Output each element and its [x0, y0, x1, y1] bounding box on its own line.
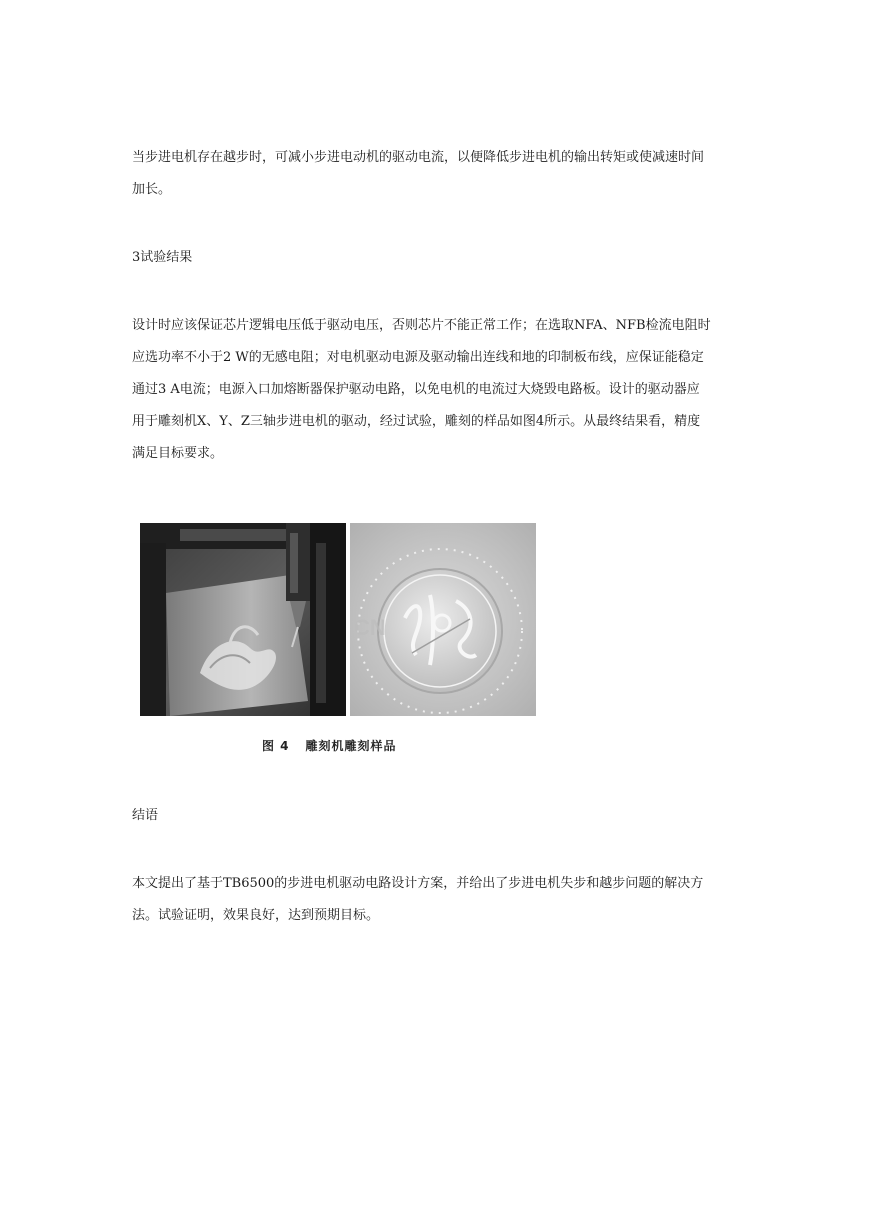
paragraph-line: 用于雕刻机X、Y、Z三轴步进电机的驱动，经过试验，雕刻的样品如图4所示。从最终结果看，精度 — [132, 414, 701, 429]
figure-title: 雕刻机雕刻样品 — [305, 739, 397, 753]
engraved-seal-photo — [350, 523, 536, 716]
figure-label: 图 4 — [262, 739, 290, 753]
watermark-text: CN — [354, 615, 386, 640]
paragraph-line: 满足目标要求。 — [132, 446, 224, 461]
figure-caption — [262, 737, 397, 754]
paragraph-line: 当步进电机存在越步时，可减小步进电动机的驱动电流，以便降低步进电机的输出转矩或使减速时间 — [132, 150, 705, 165]
section-heading-test-results: 3试验结果 — [132, 250, 193, 265]
paragraph-line: 法。试验证明，效果良好，达到预期目标。 — [132, 908, 380, 923]
section-heading-conclusion: 结语 — [132, 808, 159, 823]
figure-engraving-samples — [140, 523, 536, 716]
paragraph-line: 设计时应该保证芯片逻辑电压低于驱动电压，否则芯片不能正常工作；在选取NFA、NFB检流电阻时 — [132, 318, 711, 333]
paragraph-test-results — [132, 310, 752, 470]
paragraph-line: 通过3 A电流；电源入口加熔断器保护驱动电路，以免电机的电流过大烧毁电路板。设计的驱动器应 — [132, 382, 700, 397]
paragraph-overstep — [132, 142, 752, 206]
paragraph-conclusion — [132, 868, 752, 932]
paragraph-line: 本文提出了基于TB6500的步进电机驱动电路设计方案，并给出了步进电机失步和越步问题的解决方 — [132, 876, 704, 891]
engraving-machine-photo — [140, 523, 346, 716]
paragraph-line: 应选功率不小于2 W的无感电阻；对电机驱动电源及驱动输出连线和地的印制板布线，应保证能稳定 — [132, 350, 704, 365]
paragraph-line: 加长。 — [132, 182, 172, 197]
